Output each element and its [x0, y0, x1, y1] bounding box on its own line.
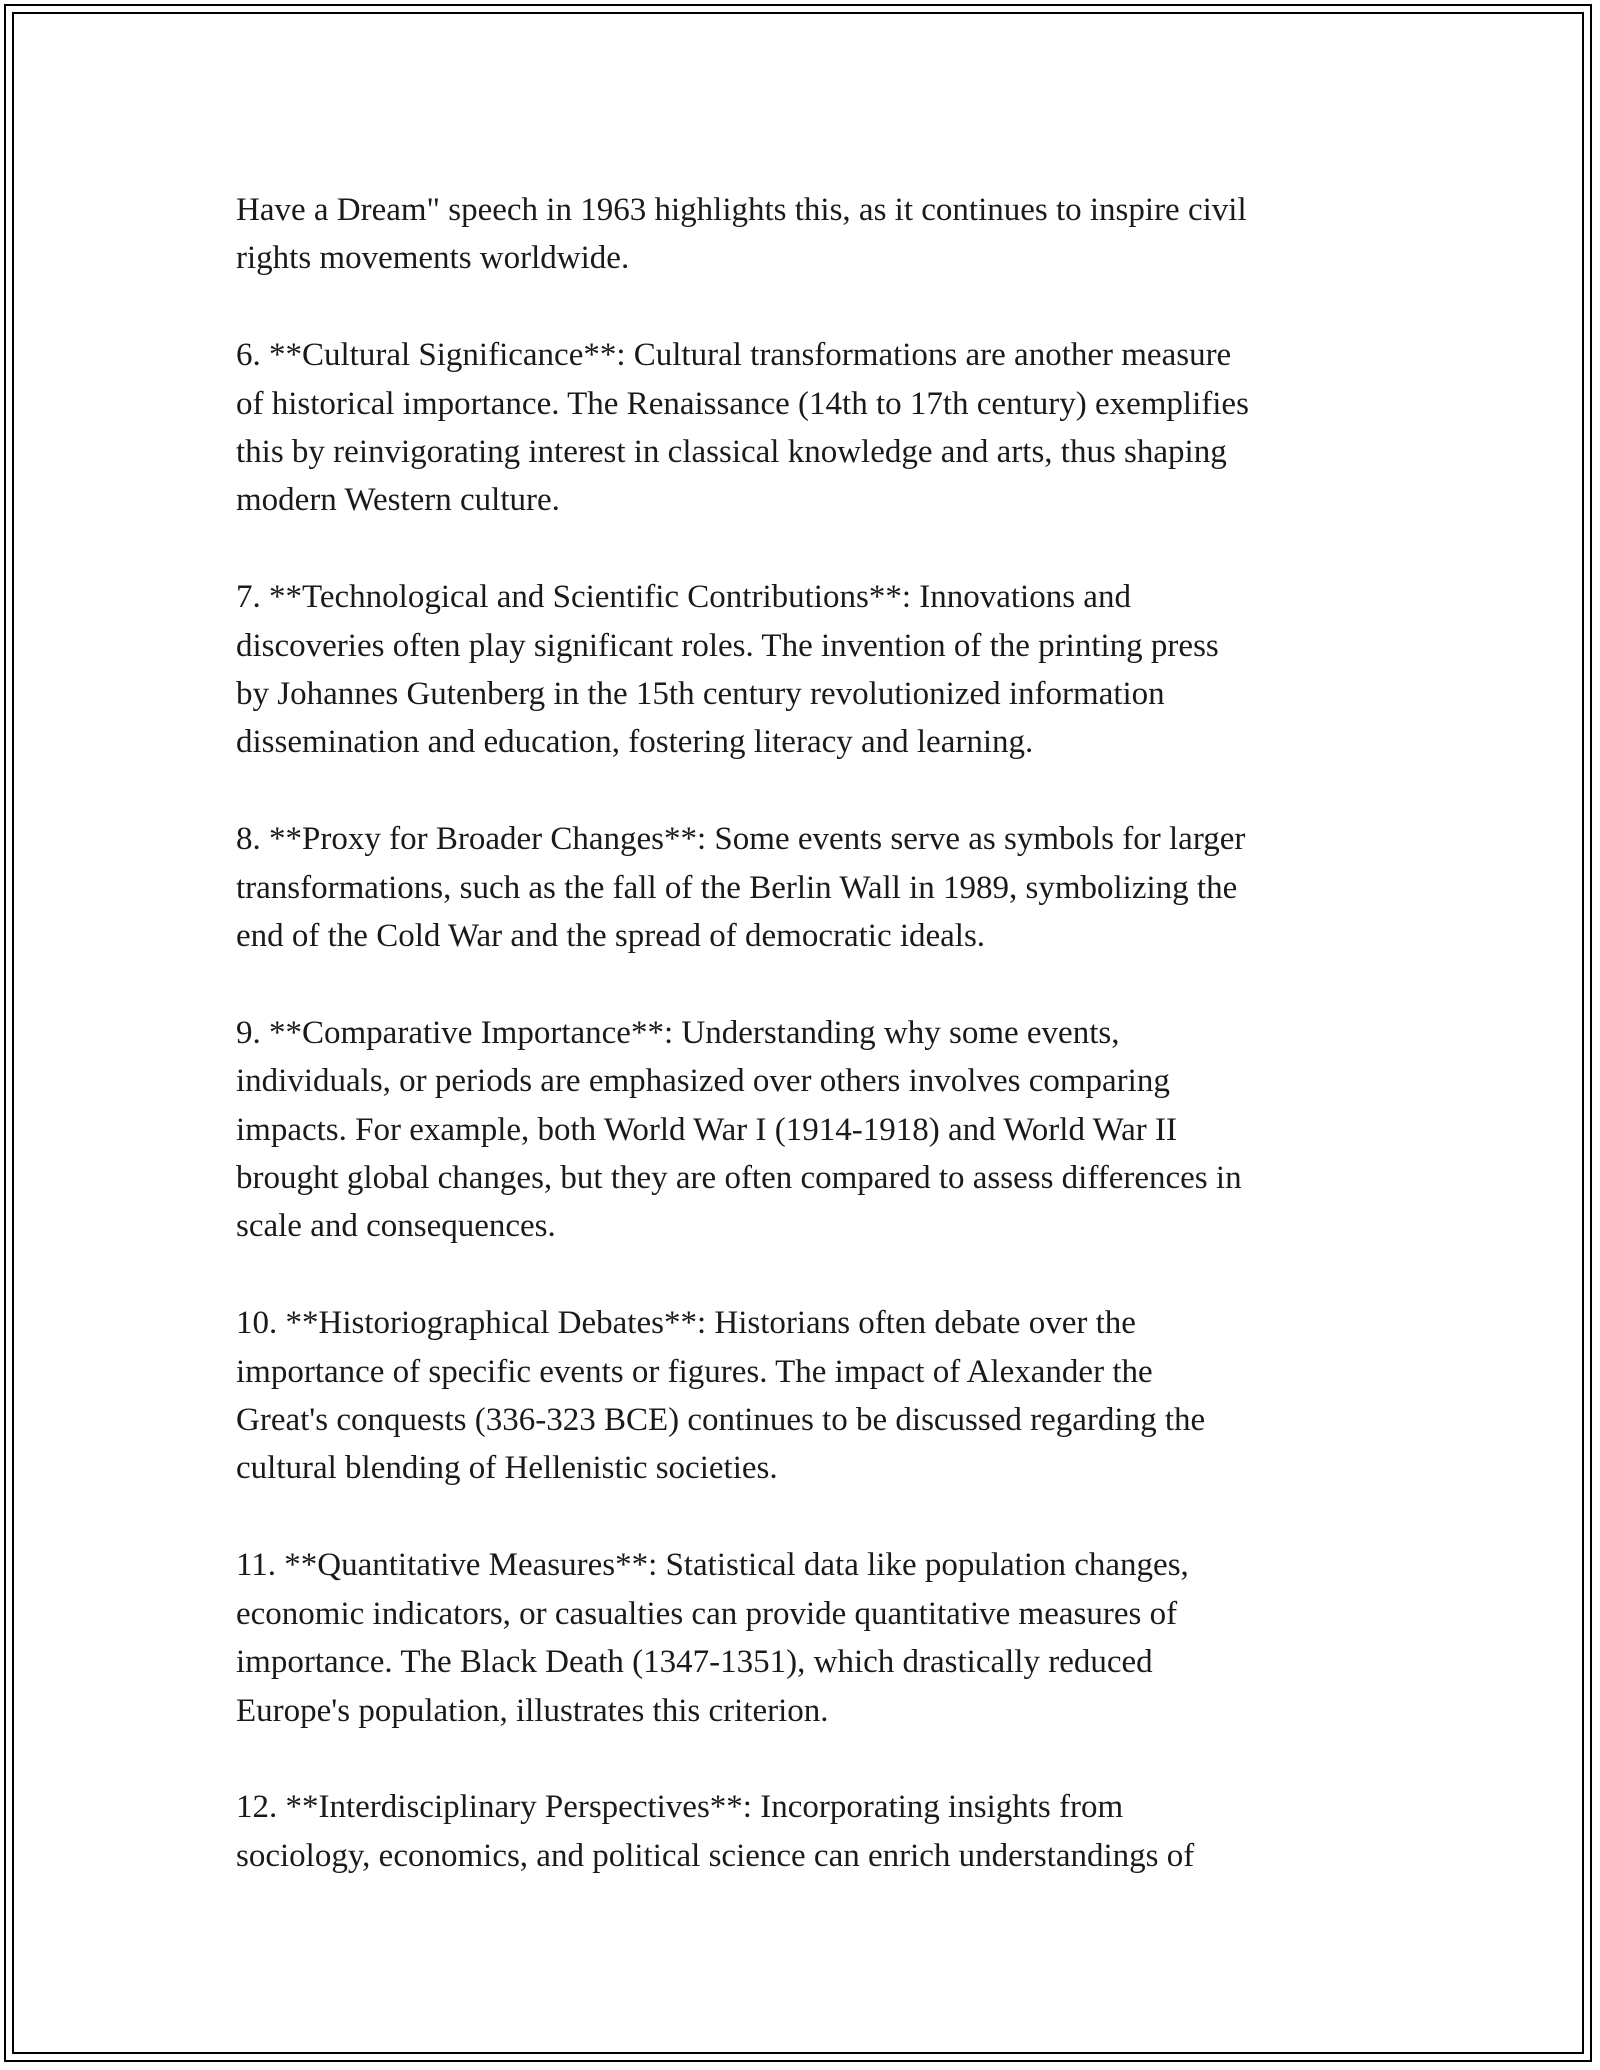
paragraph-cultural-significance: 6. **Cultural Significance**: Cultural transformations are another measure of historical importance. The Renaissance (14th to 17th century) exemplifies this by reinvigorating interest in classical knowledge and arts, thus shaping modern Western culture. — [236, 337, 1249, 519]
paragraph-quantitative-measures: 11. **Quantitative Measures**: Statistical data like population changes, economic indicators, or casualties can provide quantitative measures of importance. The Black Death (1347-1351), which drastically reduced Europe's population, illustrates this criterion. — [236, 1547, 1189, 1729]
paragraph-interdisciplinary-perspectives: 12. **Interdisciplinary Perspectives**: Incorporating insights from sociology, economics, and political science can enrich understandings of — [236, 1789, 1195, 1874]
paragraph-continuation: Have a Dream" speech in 1963 highlights this, as it continues to inspire civil rights movements worldwide. — [236, 192, 1247, 277]
paragraph-proxy-for-changes: 8. **Proxy for Broader Changes**: Some events serve as symbols for larger transformations, such as the fall of the Berlin Wall in 1989, symbolizing the end of the Cold War and the spread of democratic ideals. — [236, 821, 1246, 955]
document-body — [236, 186, 1386, 1929]
paragraph-technological-contributions: 7. **Technological and Scientific Contributions**: Innovations and discoveries often play significant roles. The invention of the printing press by Johannes Gutenberg in the 15th century revolutionized information dissemination and education, fostering literacy and learning. — [236, 579, 1219, 761]
paragraph-comparative-importance: 9. **Comparative Importance**: Understanding why some events, individuals, or periods are emphasized over others involves comparing impacts. For example, both World War I (1914-1918) and World War II brought global changes, but they are often compared to assess differences in scale and consequences. — [236, 1014, 1242, 1245]
paragraph-historiographical-debates: 10. **Historiographical Debates**: Historians often debate over the importance of specific events or figures. The impact of Alexander the Great's conquests (336-323 BCE) continues to be discussed regarding the cultural blending of Hellenistic societies. — [236, 1305, 1206, 1487]
